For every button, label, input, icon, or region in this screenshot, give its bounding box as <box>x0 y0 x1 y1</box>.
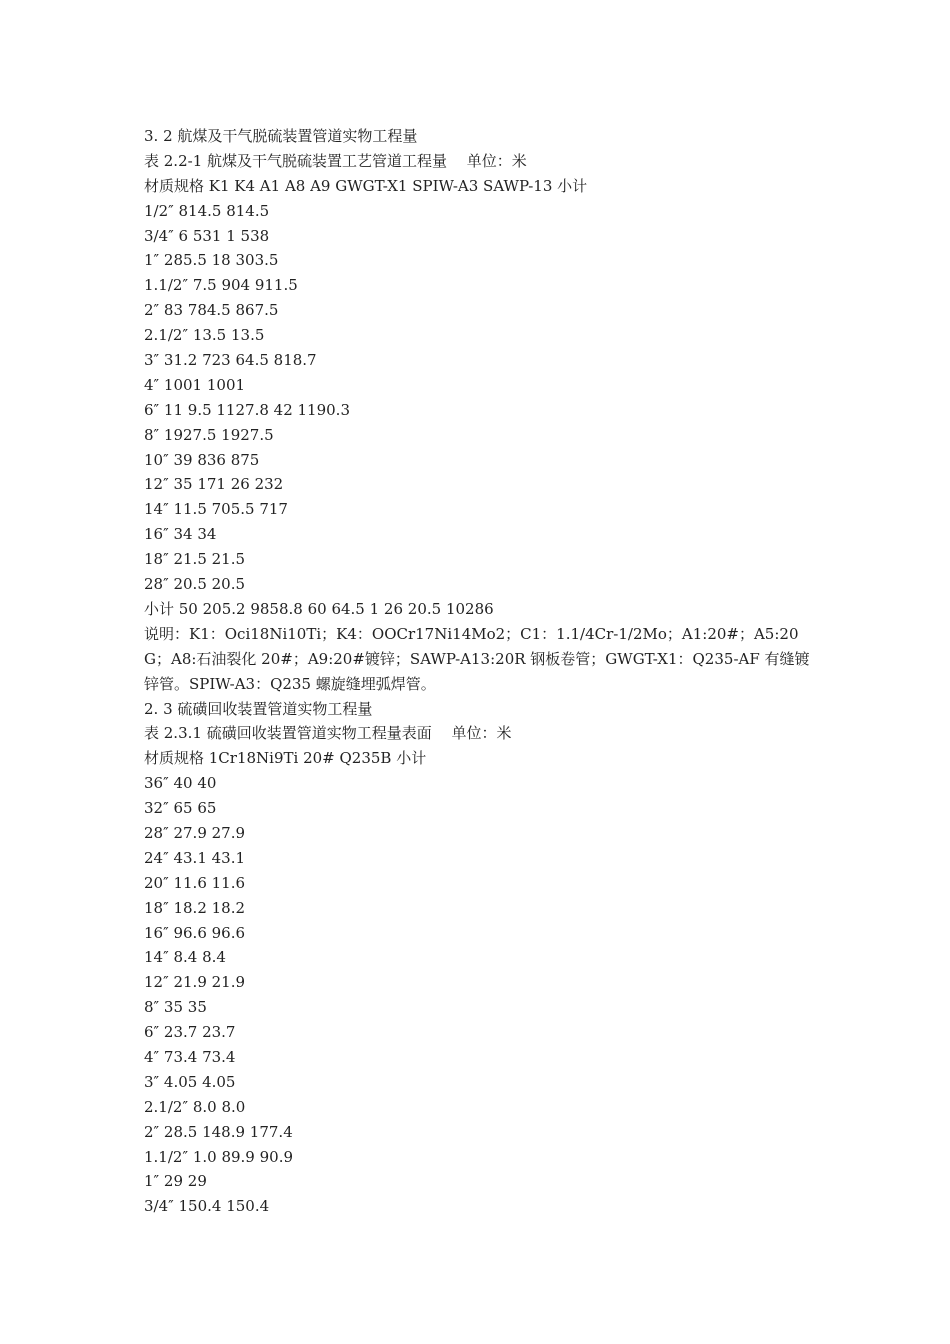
table-row: 1″ 29 29 <box>144 1172 207 1191</box>
table-row: 3/4″ 150.4 150.4 <box>144 1197 270 1216</box>
table-row: 2.1/2″ 8.0 8.0 <box>144 1097 246 1116</box>
table-row: 2.1/2″ 13.5 13.5 <box>144 326 265 345</box>
table-row: 1.1/2″ 1.0 89.9 90.9 <box>144 1147 294 1166</box>
table-caption: 表 2.2-1 航煤及干气脱硫装置工艺管道工程量 单位：米 <box>144 151 527 170</box>
table-row: 14″ 8.4 8.4 <box>144 948 226 967</box>
table-header-row: 材质规格 K1 K4 A1 A8 A9 GWGT-X1 SPIW-A3 SAWP-13 小计 <box>144 176 588 195</box>
table-row: 6″ 11 9.5 1127.8 42 1190.3 <box>144 400 350 419</box>
table-row: 3″ 4.05 4.05 <box>144 1072 236 1091</box>
table-subtotal-row: 小计 50 205.2 9858.8 60 64.5 1 26 20.5 10286 <box>144 599 494 618</box>
table-row: 12″ 21.9 21.9 <box>144 973 246 992</box>
table-row: 1.1/2″ 7.5 904 911.5 <box>144 276 298 295</box>
section-heading: 3. 2 航煤及干气脱硫装置管道实物工程量 <box>144 127 418 145</box>
table-row: 3″ 31.2 723 64.5 818.7 <box>144 351 317 370</box>
table-row: 32″ 65 65 <box>144 799 217 818</box>
table-caption: 表 2.3.1 硫磺回收装置管道实物工程量表面 单位：米 <box>144 724 512 743</box>
table-row: 12″ 35 171 26 232 <box>144 475 284 494</box>
table-row: 2″ 28.5 148.9 177.4 <box>144 1122 293 1141</box>
table-row: 2″ 83 784.5 867.5 <box>144 301 279 320</box>
table-row: 28″ 20.5 20.5 <box>144 575 246 594</box>
table-row: 1/2″ 814.5 814.5 <box>144 201 270 220</box>
table-row: 4″ 73.4 73.4 <box>144 1048 236 1066</box>
table-row: 6″ 23.7 23.7 <box>144 1023 236 1042</box>
table-row: 4″ 1001 1001 <box>144 375 246 394</box>
table-row: 14″ 11.5 705.5 717 <box>144 500 288 519</box>
note-paragraph: 说明：K1：Oci18Ni10Ti；K4：OOCr17Ni14Mo2；C1：1.1/4Cr-1/2Mo；A1:20#；A5:20G；A8:石油裂化 20#；A9:20#镀锌；SAWP-A13:20R 钢板卷管；GWGT-X1：Q235-AF 有缝镀锌管。SPIW-A3：Q235 螺旋缝埋弧焊管。 <box>144 624 810 693</box>
table-row: 18″ 21.5 21.5 <box>144 550 246 569</box>
table-row: 8″ 35 35 <box>144 998 207 1017</box>
table-row: 18″ 18.2 18.2 <box>144 898 246 917</box>
table-header-row: 材质规格 1Cr18Ni9Ti 20# Q235B 小计 <box>144 749 427 768</box>
table-row: 24″ 43.1 43.1 <box>144 848 246 867</box>
table-row: 10″ 39 836 875 <box>144 450 260 469</box>
table-row: 36″ 40 40 <box>144 774 217 793</box>
document-page <box>144 124 824 1219</box>
section-heading: 2. 3 硫磺回收装置管道实物工程量 <box>144 699 373 718</box>
table-row: 8″ 1927.5 1927.5 <box>144 425 274 444</box>
table-row: 16″ 34 34 <box>144 525 217 544</box>
table-row: 3/4″ 6 531 1 538 <box>144 226 270 245</box>
table-row: 20″ 11.6 11.6 <box>144 873 246 892</box>
table-row: 16″ 96.6 96.6 <box>144 923 246 942</box>
table-row: 28″ 27.9 27.9 <box>144 823 246 842</box>
table-row: 1″ 285.5 18 303.5 <box>144 251 279 270</box>
